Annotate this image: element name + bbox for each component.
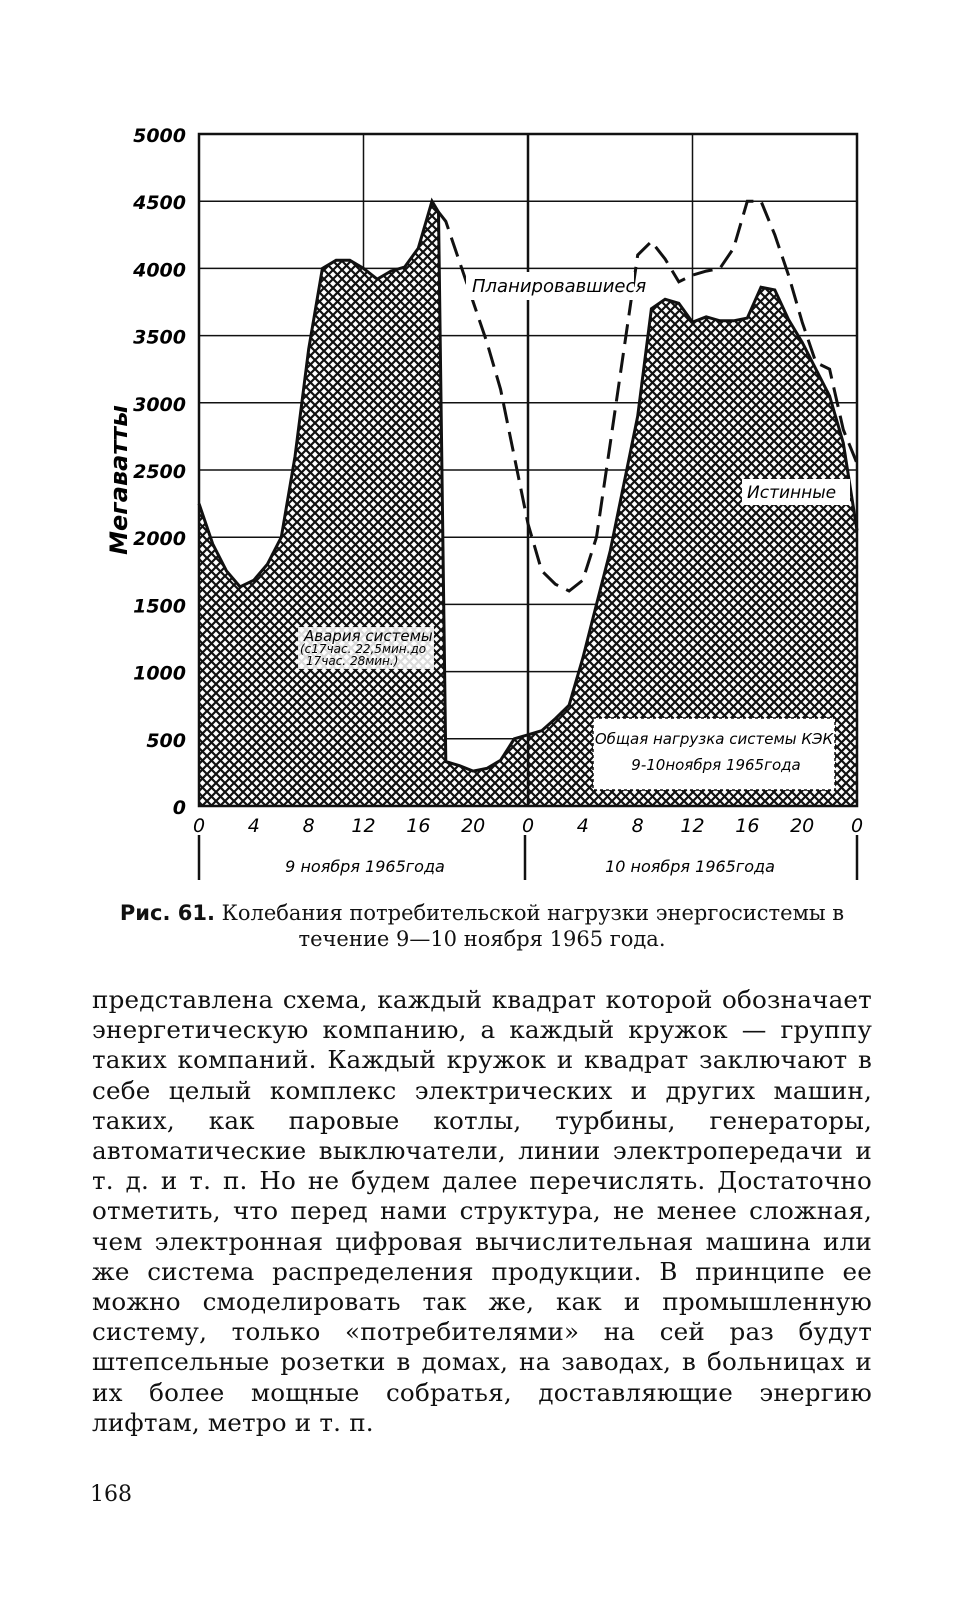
y-tick-label: 4000	[133, 259, 186, 282]
svg-text:17час. 28мин.): 17час. 28мин.)	[306, 654, 399, 668]
x-tick-label: 12	[680, 815, 705, 837]
x-tick-label: 0	[850, 815, 864, 837]
y-tick-labels	[132, 125, 186, 819]
x-tick-label: 16	[406, 815, 431, 837]
svg-text:9-10ноября 1965года: 9-10ноября 1965года	[631, 756, 801, 774]
planned-label: Планировавшиеся	[472, 276, 647, 297]
day-label-2: 10 ноября 1965года	[605, 857, 775, 876]
y-tick-label: 2000	[133, 528, 186, 551]
x-tick-label: 12	[351, 815, 376, 837]
y-tick-label: 0	[172, 797, 186, 819]
svg-text:(с17час. 22,5мин.до: (с17час. 22,5мин.до	[300, 642, 427, 656]
day-label-1: 9 ноября 1965года	[285, 857, 445, 876]
x-tick-label: 8	[631, 815, 644, 837]
x-tick-label: 20	[790, 815, 815, 837]
y-tick-label: 500	[146, 729, 186, 752]
x-tick-label: 4	[247, 815, 260, 837]
svg-text:Общая нагрузка системы КЭК: Общая нагрузка системы КЭК	[594, 730, 834, 748]
caption-text: Колебания потребительской нагрузки энергосистемы в течение 9—10 ноября 1965 года.	[221, 901, 845, 951]
y-tick-label: 1500	[133, 595, 186, 618]
info-box	[593, 718, 835, 790]
y-tick-label: 4500	[133, 192, 186, 215]
actual-label: Истинные	[747, 483, 837, 503]
y-tick-label: 2500	[133, 461, 186, 483]
y-tick-label: 3000	[133, 393, 186, 416]
x-tick-label: 0	[192, 815, 206, 837]
x-tick-label: 8	[302, 815, 315, 837]
y-tick-label: 5000	[133, 125, 186, 147]
y-tick-label: 3500	[133, 326, 186, 349]
figure-caption	[92, 900, 872, 952]
x-tick-label: 4	[576, 815, 589, 837]
day-brackets	[199, 835, 857, 880]
x-tick-label: 0	[521, 815, 535, 837]
y-axis-label: Мегаватты	[105, 405, 133, 555]
body-paragraph: представлена схема, каждый квадрат которой обозначает энергетическую компанию, а каждый кружок — группу таких компаний. Каждый кружок и квадрат заключают в себе целый комплекс электрических и других машин, таких, как паровые котлы, турбины, генераторы, автоматические выключатели, линии электропередачи и т. д. и т. п. Но не будем далее перечислять. Достаточно отметить, что перед нами структура, не менее сложная, чем электронная цифровая вычислительная машина или же система распределения продукции. В принципе ее можно смоделировать так же, как и промышленную систему, только «потребителями» на сей раз будут штепсельные розетки в домах, на заводах, в больницах и их более мощные собратья, доставляющие энергию лифтам, метро и т. п.	[92, 985, 872, 1437]
x-tick-label: 16	[735, 815, 760, 837]
y-tick-label: 1000	[133, 662, 186, 685]
page-number: 168	[90, 1482, 132, 1507]
svg-text:Авария системы: Авария системы	[304, 627, 433, 645]
failure-annotation	[298, 627, 434, 669]
caption-label: Рис. 61.	[119, 901, 215, 925]
x-tick-labels	[193, 815, 863, 837]
x-tick-label: 20	[461, 815, 486, 837]
